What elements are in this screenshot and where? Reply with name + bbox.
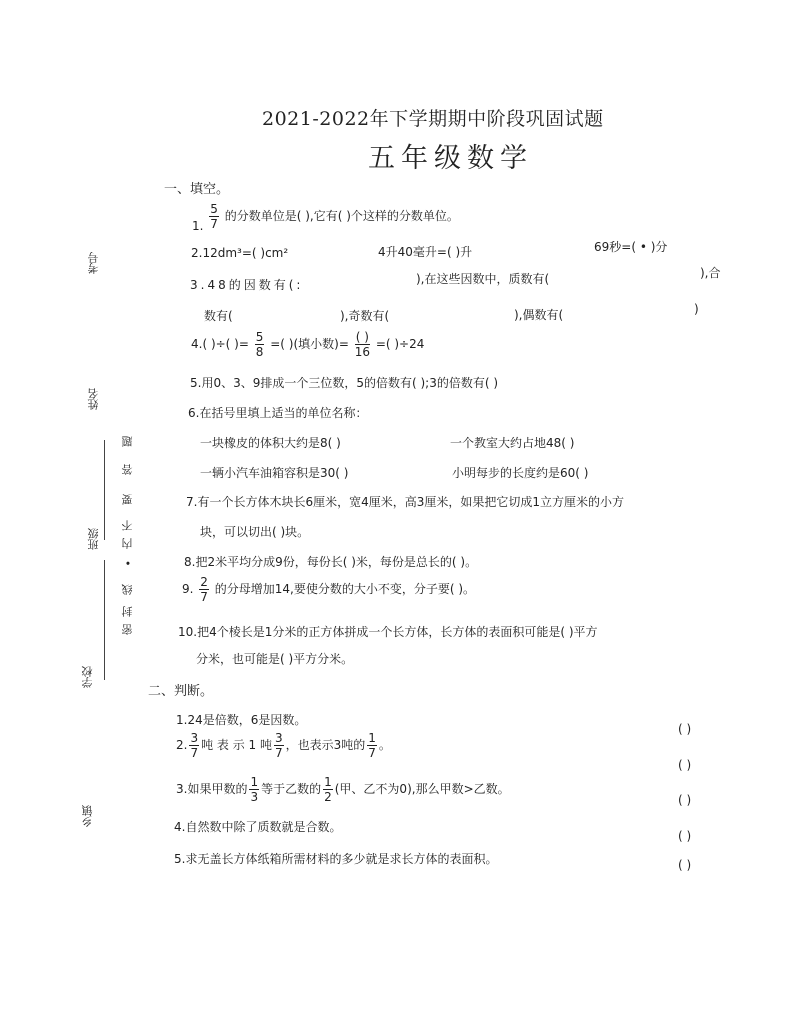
q3-line2b: ),奇数有(	[340, 309, 390, 323]
seal-char: 密	[121, 624, 134, 635]
q3-line2: 数有(	[204, 309, 233, 323]
judge-q2-fraction3: $\frac{1}{7}$	[368, 731, 376, 760]
seal-char: 要	[121, 494, 134, 505]
q10-line2: 分米，也可能是( )平方分米。	[196, 652, 354, 666]
banji-label: 班级	[87, 528, 100, 550]
answer-bracket[interactable]: ( )	[678, 722, 692, 736]
q9	[182, 576, 475, 603]
q4-fraction2: $\frac{( )}{16}$	[354, 330, 370, 359]
q8: 8.把2米平均分成9份，每份长( )米，每份是总长的( )。	[184, 555, 478, 569]
q1-number: 1.	[192, 219, 204, 233]
q7-line2: 块，可以切出( )块。	[200, 525, 310, 539]
judge-q1: 1.24是倍数，6是因数。	[176, 713, 307, 727]
q6-a: 一块橡皮的体积大约是8( )	[200, 436, 341, 450]
section1-title: 一、填空。	[164, 182, 230, 197]
q2-part-a: 2.12dm³=( )cm²	[191, 246, 289, 260]
q6-b: 一个教室大约占地48( )	[450, 436, 575, 450]
q1-fraction: $\frac{5}{7}$	[210, 202, 218, 231]
q3-line1c: ),合	[700, 266, 721, 280]
judge-q2-fraction: $\frac{3}{7}$	[190, 731, 199, 760]
section2-title: 二、判断。	[148, 684, 214, 699]
subject-title: 五年级数学	[368, 143, 533, 174]
q3-line2c: ),偶数有(	[514, 308, 564, 322]
q2-part-b: 4升40毫升=( )升	[378, 245, 473, 259]
q10-line1: 10.把4个棱长是1分米的正方体拼成一个长方体，长方体的表面积可能是( )平方	[178, 625, 598, 639]
judge-q2: 2. $\frac{3}{7}$ 吨 表 示 1 吨 $\frac{3}{7}$ ，也表示3吨的 $\frac{1}{7}$ 。	[176, 731, 391, 760]
q7-line1: 7.有一个长方体木块长6厘米，宽4厘米，高3厘米，如果把它切成1立方厘米的小方	[186, 495, 624, 509]
q6-d: 小明每步的长度约是60( )	[452, 466, 589, 480]
seal-char: •	[122, 560, 135, 567]
seal-char: 封	[121, 606, 134, 617]
q4-part2: =( )(填小数)=	[270, 337, 349, 351]
q1-text: 的分数单位是( ),它有( )个这样的分数单位。	[224, 209, 459, 223]
q4-part3: =( )÷24	[375, 337, 425, 351]
q3-line1: 3.48的因数有(:	[190, 278, 304, 292]
q3-line2d: )	[694, 302, 699, 316]
q9-number: 9.	[182, 582, 194, 596]
seal-char: 不	[121, 520, 134, 531]
xiangzhen-label: 乡镇	[81, 805, 94, 827]
exam-title: 2021-2022年下学期期中阶段巩固试题	[262, 108, 604, 130]
q6-c: 一辆小汽车油箱容积是30( )	[200, 466, 349, 480]
class-underline	[104, 560, 105, 680]
q4-fraction1: $\frac{5}{8}$	[255, 330, 264, 359]
answer-bracket[interactable]: ( )	[678, 829, 692, 843]
answer-bracket[interactable]: ( )	[678, 858, 692, 872]
xuexiao-label: 学校	[81, 666, 94, 688]
answer-bracket[interactable]: ( )	[678, 758, 692, 772]
kaohao-label: 考号	[87, 252, 100, 274]
q4	[191, 331, 424, 358]
judge-q2-fraction2: $\frac{3}{7}$	[275, 731, 283, 760]
q6: 6.在括号里填上适当的单位名称：	[188, 406, 368, 420]
q5: 5.用0、3、9排成一个三位数，5的倍数有( );3的倍数有( )	[190, 376, 499, 390]
answer-bracket[interactable]: ( )	[678, 793, 692, 807]
q4-part1: 4.( )÷( )=	[191, 337, 249, 351]
q9-fraction: $\frac{2}{7}$	[200, 575, 208, 604]
judge-q3-fraction: $\frac{1}{3}$	[250, 775, 259, 804]
xingming-label: 姓名	[87, 388, 100, 410]
q9-text: 的分母增加14,要使分数的大小不变，分子要( )。	[214, 582, 476, 596]
name-underline	[104, 440, 105, 540]
q1	[192, 202, 459, 233]
judge-q5: 5.求无盖长方体纸箱所需材料的多少就是求长方体的表面积。	[174, 852, 498, 866]
judge-q3-fraction2: $\frac{1}{2}$	[324, 775, 332, 804]
seal-char: 线	[121, 584, 134, 595]
q2-part-c: 69秒=( • )分	[594, 240, 668, 254]
seal-char: 题	[121, 436, 134, 447]
judge-q4: 4.自然数中除了质数就是合数。	[174, 820, 342, 834]
seal-char: 内	[121, 538, 134, 549]
q3-line1b: ),在这些因数中，质数有(	[416, 272, 550, 286]
judge-q3: 3.如果甲数的 $\frac{1}{3}$ 等于乙数的 $\frac{1}{2}$ (甲、乙不为0),那么甲数>乙数。	[176, 775, 510, 804]
seal-char: 答	[121, 464, 134, 475]
